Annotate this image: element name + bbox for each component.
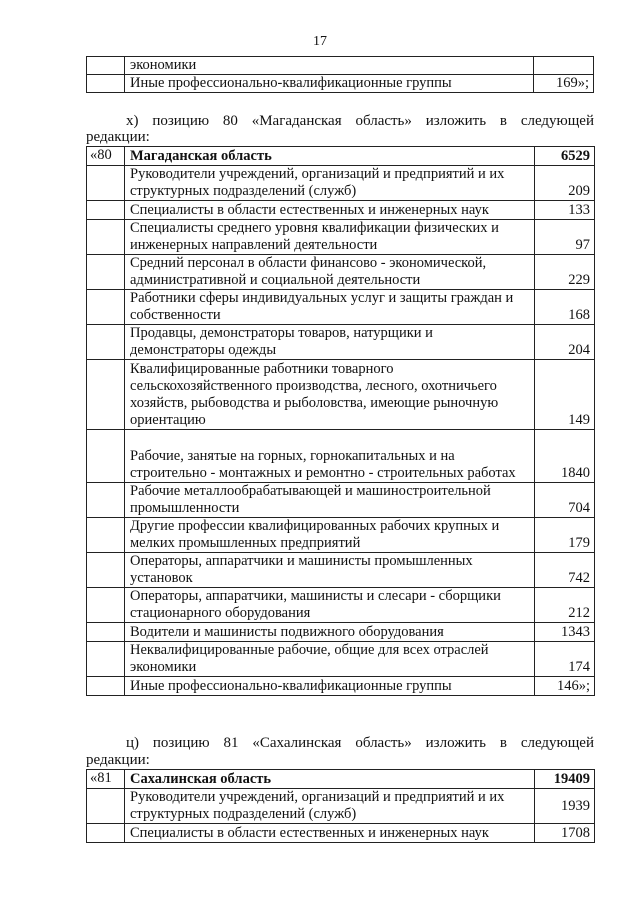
code-cell bbox=[87, 483, 125, 518]
code-cell bbox=[87, 824, 125, 843]
occupation-name: Другие профессии квалифицированных рабочих крупных и мелких промышленных предприятий bbox=[125, 518, 535, 553]
magadan-table bbox=[86, 146, 595, 696]
occupation-name: Продавцы, демонстраторы товаров, натурщики и демонстраторы одежды bbox=[125, 325, 535, 360]
occupation-value: 149 bbox=[535, 360, 595, 430]
occupation-name: Руководители учреждений, организаций и предприятий и их структурных подразделений (служб) bbox=[125, 166, 535, 201]
magadan-intro-continued: редакции: bbox=[86, 129, 150, 145]
table-row bbox=[87, 220, 595, 255]
occupation-value: 209 bbox=[535, 166, 595, 201]
occupation-value: 169»; bbox=[534, 75, 594, 93]
occupation-value: 1343 bbox=[535, 623, 595, 642]
table-row bbox=[87, 360, 595, 430]
table-row bbox=[87, 588, 595, 623]
occupation-value: 133 bbox=[535, 201, 595, 220]
occupation-name: Водители и машинисты подвижного оборудования bbox=[125, 623, 535, 642]
table-row bbox=[87, 325, 595, 360]
occupation-name: Средний персонал в области финансово - экономической, административной и социальной деятельности bbox=[125, 255, 535, 290]
occupation-value: 212 bbox=[535, 588, 595, 623]
occupation-name: Иные профессионально-квалификационные группы bbox=[125, 75, 534, 93]
table-row bbox=[87, 430, 595, 483]
occupation-name: Операторы, аппаратчики и машинисты промышленных установок bbox=[125, 553, 535, 588]
code-cell bbox=[87, 588, 125, 623]
table-row bbox=[87, 623, 595, 642]
code-cell bbox=[87, 201, 125, 220]
code-cell bbox=[87, 57, 125, 75]
code-cell bbox=[87, 642, 125, 677]
code-cell bbox=[87, 789, 125, 824]
code-cell bbox=[87, 220, 125, 255]
region-header-row bbox=[87, 770, 595, 789]
occupation-name: Работники сферы индивидуальных услуг и защиты граждан и собственности bbox=[125, 290, 535, 325]
region-header-row bbox=[87, 147, 595, 166]
occupation-value: 704 bbox=[535, 483, 595, 518]
table-row bbox=[87, 553, 595, 588]
occupation-name: Рабочие металлообрабатывающей и машиностроительной промышленности bbox=[125, 483, 535, 518]
code-cell bbox=[87, 75, 125, 93]
table-row bbox=[87, 290, 595, 325]
occupation-value: 1939 bbox=[535, 789, 595, 824]
occupation-value: 174 bbox=[535, 642, 595, 677]
occupation-value: 179 bbox=[535, 518, 595, 553]
table-row bbox=[87, 824, 595, 843]
table-row bbox=[87, 789, 595, 824]
region-total: 19409 bbox=[535, 770, 595, 789]
occupation-name: Квалифицированные работники товарного сельскохозяйственного производства, лесного, охотничьего хозяйств, рыбоводства и рыболовства, имеющие рыночную ориентацию bbox=[125, 360, 535, 430]
table-row bbox=[87, 518, 595, 553]
occupation-name: Специалисты среднего уровня квалификации физических и инженерных направлений деятельности bbox=[125, 220, 535, 255]
occupation-name: Рабочие, занятые на горных, горнокапитальных и на строительно - монтажных и ремонтно - строительных работах bbox=[125, 430, 535, 483]
region-total: 6529 bbox=[535, 147, 595, 166]
code-cell bbox=[87, 360, 125, 430]
occupation-name: Неквалифицированные рабочие, общие для всех отраслей экономики bbox=[125, 642, 535, 677]
occupation-name: Операторы, аппаратчики, машинисты и слесари - сборщики стационарного оборудования bbox=[125, 588, 535, 623]
occupation-value: 742 bbox=[535, 553, 595, 588]
occupation-value: 229 bbox=[535, 255, 595, 290]
occupation-name: экономики bbox=[125, 57, 534, 75]
sakhalin-intro: ц) позицию 81 «Сахалинская область» изложить в следующей bbox=[126, 735, 594, 751]
page-number: 17 bbox=[313, 34, 327, 49]
region-name: Магаданская область bbox=[125, 147, 535, 166]
table-row bbox=[87, 166, 595, 201]
occupation-value: 1708 bbox=[535, 824, 595, 843]
code-cell bbox=[87, 290, 125, 325]
code-cell bbox=[87, 518, 125, 553]
code-cell bbox=[87, 677, 125, 696]
occupation-value bbox=[534, 57, 594, 75]
occupation-value: 1840 bbox=[535, 430, 595, 483]
occupation-value: 146»; bbox=[535, 677, 595, 696]
sakhalin-table bbox=[86, 769, 595, 843]
occupation-value: 97 bbox=[535, 220, 595, 255]
occupation-name: Иные профессионально-квалификационные группы bbox=[125, 677, 535, 696]
table-row bbox=[87, 57, 594, 75]
code-cell bbox=[87, 430, 125, 483]
sakhalin-intro-continued: редакции: bbox=[86, 752, 150, 768]
top-continuation-table bbox=[86, 56, 594, 93]
occupation-name: Руководители учреждений, организаций и предприятий и их структурных подразделений (служб) bbox=[125, 789, 535, 824]
occupation-value: 168 bbox=[535, 290, 595, 325]
code-cell bbox=[87, 623, 125, 642]
code-cell bbox=[87, 166, 125, 201]
occupation-name: Специалисты в области естественных и инженерных наук bbox=[125, 824, 535, 843]
region-code: «81 bbox=[87, 770, 125, 789]
region-code: «80 bbox=[87, 147, 125, 166]
occupation-name: Специалисты в области естественных и инженерных наук bbox=[125, 201, 535, 220]
table-row bbox=[87, 483, 595, 518]
code-cell bbox=[87, 553, 125, 588]
table-row bbox=[87, 201, 595, 220]
table-row bbox=[87, 255, 595, 290]
region-name: Сахалинская область bbox=[125, 770, 535, 789]
table-row bbox=[87, 75, 594, 93]
table-row bbox=[87, 677, 595, 696]
code-cell bbox=[87, 255, 125, 290]
table-row bbox=[87, 642, 595, 677]
code-cell bbox=[87, 325, 125, 360]
magadan-intro: х) позицию 80 «Магаданская область» изложить в следующей bbox=[126, 113, 594, 129]
occupation-value: 204 bbox=[535, 325, 595, 360]
